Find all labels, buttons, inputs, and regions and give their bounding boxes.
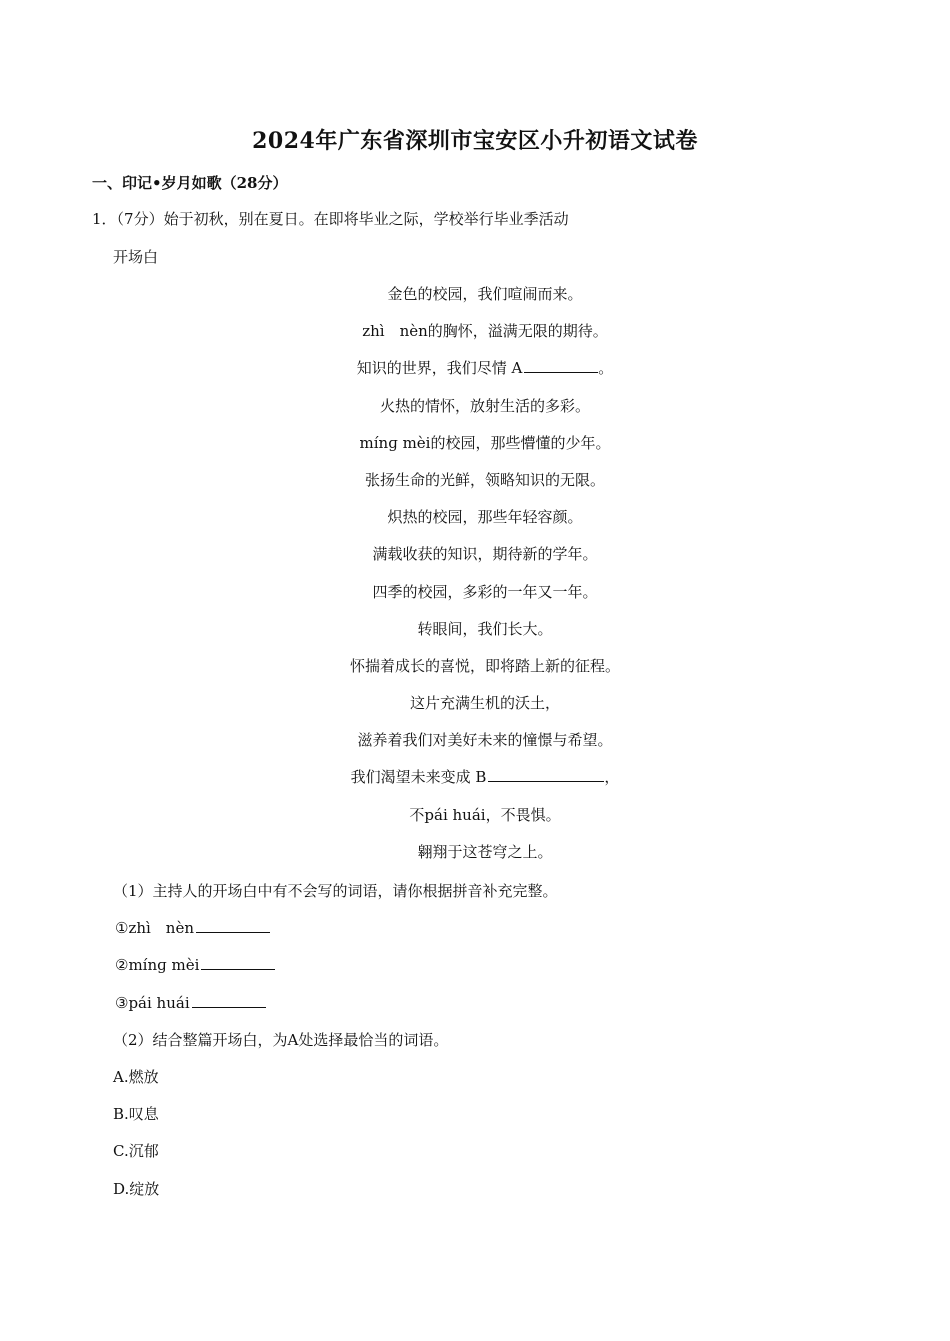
poem-line: 这片充满生机的沃土， xyxy=(409,694,560,713)
option-d[interactable]: D.绽放 xyxy=(113,1179,160,1198)
poem-line: 金色的校园，我们喧闹而来。 xyxy=(387,285,583,303)
option-b[interactable]: B.叹息 xyxy=(113,1105,159,1124)
poem-line: 怀揣着成长的喜悦，即将踏上新的征程。 xyxy=(349,656,620,675)
answer-blank-b[interactable] xyxy=(488,767,604,782)
poem-line: zhì nèn的胸怀，溢满无限的期待。 xyxy=(362,322,608,341)
answer-blank-3[interactable] xyxy=(192,993,266,1008)
poem-line: 火热的情怀，放射生活的多彩。 xyxy=(379,396,590,415)
option-a[interactable]: A.燃放 xyxy=(113,1067,159,1086)
poem-line: 翱翔于这苍穹之上。 xyxy=(417,842,553,861)
poem-line: 满载收获的知识，期待新的学年。 xyxy=(372,545,598,564)
pinyin-item: ①zhì nèn xyxy=(113,917,558,954)
answer-blank-1[interactable] xyxy=(196,918,270,933)
answer-blank-2[interactable] xyxy=(201,955,275,970)
poem-line: 炽热的校园，那些年轻容颜。 xyxy=(387,508,583,527)
question-1-subheader: 开场白 xyxy=(113,248,159,266)
section-heading: 一、印记•岁月如歌（28分） xyxy=(92,174,288,192)
poem-line: 转眼间，我们长大。 xyxy=(417,619,553,638)
pinyin-item: ③pái huái xyxy=(113,992,558,1029)
answer-blank-a[interactable] xyxy=(524,358,598,373)
sub-question-1-prompt: （1）主持人的开场白中有不会写的词语，请你根据拼音补充完整。 xyxy=(113,882,558,900)
question-1-header: 1．（7分）始于初秋，别在夏日。在即将毕业之际，学校举行毕业季活动 xyxy=(92,210,569,228)
sub-questions xyxy=(113,880,558,1215)
poem-line: 不pái huái，不畏惧。 xyxy=(409,805,561,824)
option-c[interactable]: C.沉郁 xyxy=(113,1142,159,1161)
pinyin-item: ②mínɡ mèi xyxy=(113,954,558,991)
poem-line: 知识的世界，我们尽情 A 。 xyxy=(356,359,614,378)
poem-line: 张扬生命的光鲜，领略知识的无限。 xyxy=(364,470,605,489)
poem-line: 我们渴望未来变成 B ， xyxy=(350,768,620,787)
sub-question-2-prompt: （2）结合整篇开场白，为A处选择最恰当的词语。 xyxy=(113,1030,449,1049)
poem xyxy=(0,283,950,878)
poem-line: 滋养着我们对美好未来的憧憬与希望。 xyxy=(357,731,613,750)
poem-line: 四季的校园，多彩的一年又一年。 xyxy=(372,582,598,601)
page-title: 2024年广东省深圳市宝安区小升初语文试卷 xyxy=(252,128,698,154)
poem-line: mínɡ mèi的校园，那些懵懂的少年。 xyxy=(359,433,611,452)
